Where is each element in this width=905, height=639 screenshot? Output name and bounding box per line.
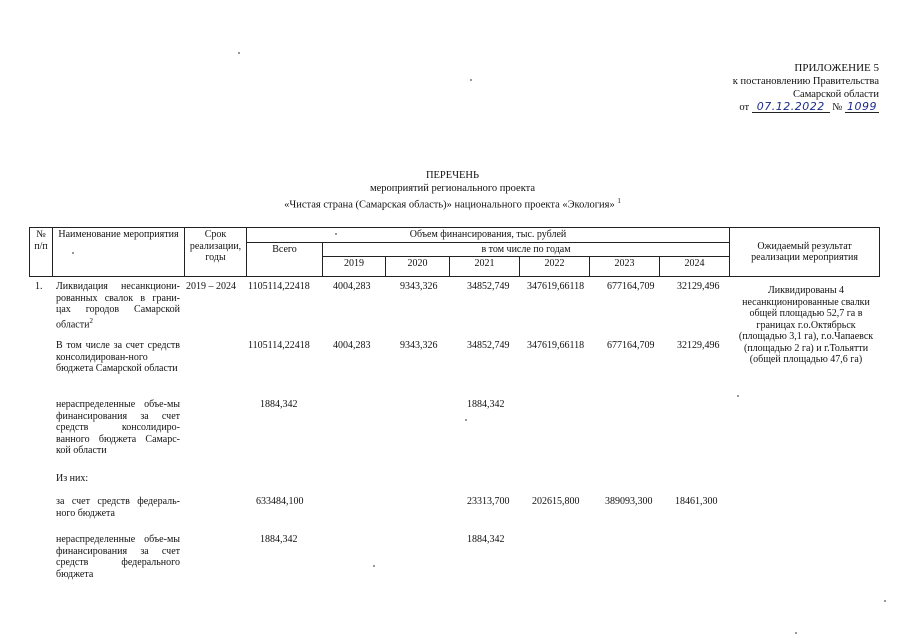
cell-2021: 34852,749: [467, 340, 510, 351]
cell-2022: 202615,800: [532, 496, 580, 507]
cell-2019: 4004,283: [333, 340, 371, 351]
handwritten-number: 1099: [847, 100, 877, 113]
number-label: №: [832, 102, 843, 113]
cell-2024: 32129,496: [677, 281, 720, 292]
date-prefix: от: [739, 102, 750, 113]
scan-speck: [795, 632, 797, 634]
header-name: Наименование мероприятия: [53, 228, 185, 277]
handwritten-date: 07.12.2022: [752, 101, 830, 113]
header-year: 2023: [590, 257, 660, 277]
events-table-header: [29, 227, 880, 277]
scan-speck: [737, 395, 739, 397]
appendix-block: [733, 62, 879, 114]
appendix-title: ПРИЛОЖЕНИЕ 5: [794, 62, 879, 74]
header-year: 2020: [386, 257, 450, 277]
scan-speck: [373, 565, 375, 567]
cell-2023: 389093,300: [605, 496, 653, 507]
cell-2020: 9343,326: [400, 340, 438, 351]
table-row-name: Ликвидация несанкциони-рованных свалок в грани-цах городов Самарской области$^2$: [56, 281, 180, 330]
scan-speck: [72, 252, 74, 254]
cell-2022: 347619,66118: [527, 340, 585, 351]
header-funding: Объем финансирования, тыс. рублей: [247, 228, 730, 243]
cell-2019: 4004,283: [333, 281, 371, 292]
document-heading: [0, 170, 905, 212]
cell-2021: 1884,342: [467, 534, 505, 545]
cell-2021: 23313,700: [467, 496, 510, 507]
cell-2020: 9343,326: [400, 281, 438, 292]
table-row-name: В том числе за счет средств консолидирован-ного бюджета Самарской области: [56, 340, 180, 374]
scan-speck: [884, 600, 886, 602]
header-by-years: в том числе по годам: [323, 242, 730, 257]
cell-total: 1884,342: [260, 399, 298, 410]
header-year: 2019: [323, 257, 386, 277]
header-term: Срок реализации, годы: [185, 228, 247, 277]
row-term: 2019 – 2024: [186, 281, 236, 292]
heading-line-2: «Чистая страна (Самарская область)» национального проекта «Экология» $^1$: [284, 197, 621, 211]
appendix-date-line: [733, 101, 879, 114]
cell-total: 633484,100: [256, 496, 304, 507]
header-year: 2022: [520, 257, 590, 277]
table-row-name: за счет средств федераль-ного бюджета: [56, 496, 180, 519]
table-row-name: Из них:: [56, 473, 89, 484]
header-total: Всего: [247, 242, 323, 277]
cell-2021: 34852,749: [467, 281, 510, 292]
cell-2021: 1884,342: [467, 399, 505, 410]
header-year: 2021: [450, 257, 520, 277]
row-number: 1.: [35, 281, 43, 292]
heading-line-1: мероприятий регионального проекта: [369, 182, 536, 194]
appendix-line-1: к постановлению Правительства: [732, 76, 879, 87]
cell-2024: 18461,300: [675, 496, 718, 507]
cell-2022: 347619,66118: [527, 281, 585, 292]
cell-2023: 677164,709: [607, 340, 655, 351]
scan-speck: [465, 419, 467, 421]
cell-total: 1105114,22418: [248, 340, 310, 351]
expected-result: Ликвидированы 4 несанкционированные свалки общей площадью 52,7 га в границах г.о.Октябрьск (площадью 3,1 га), г.о.Чапаевск (площадью 2 га) и г.Тольятти (общей площадью 47,6 га): [738, 285, 874, 365]
scan-speck: [238, 52, 240, 54]
cell-total: 1105114,22418: [248, 281, 310, 292]
heading-title: ПЕРЕЧЕНЬ: [425, 170, 480, 181]
cell-total: 1884,342: [260, 534, 298, 545]
header-num: № п/п: [30, 228, 53, 277]
header-result: Ожидаемый результат реализации мероприятия: [730, 228, 880, 277]
cell-2023: 677164,709: [607, 281, 655, 292]
table-row-name: нераспределенные объе-мы финансирования за счет средств федерального бюджета: [56, 534, 180, 580]
name-footnote-mark: 2: [89, 316, 93, 325]
cell-2024: 32129,496: [677, 340, 720, 351]
header-year: 2024: [660, 257, 730, 277]
scan-speck: [335, 233, 337, 235]
appendix-line-2: Самарской области: [793, 89, 879, 100]
scan-speck: [470, 79, 472, 81]
table-row-name: нераспределенные объе-мы финансирования за счет средств консолидиро-ванного бюджета Самарс-кой области: [56, 399, 180, 456]
heading-footnote-mark: 1: [617, 197, 621, 205]
